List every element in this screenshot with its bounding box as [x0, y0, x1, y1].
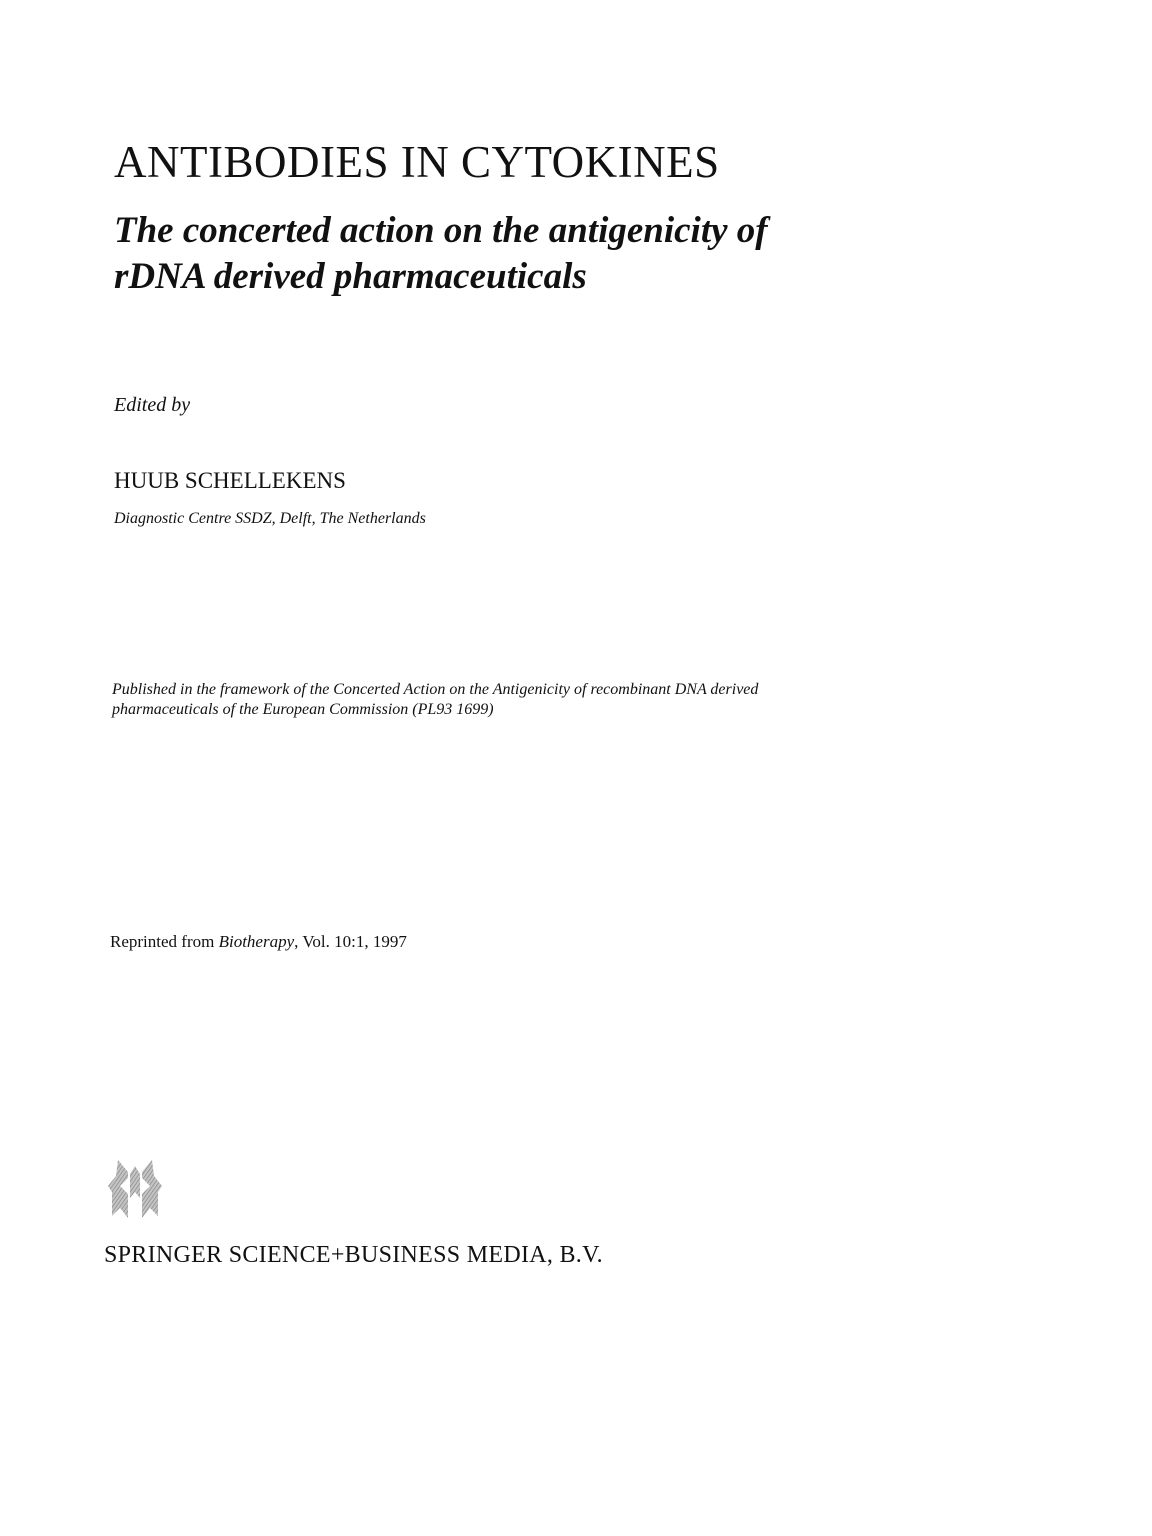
framework-note-line-2: pharmaceuticals of the European Commission (PL93 1699): [112, 701, 494, 718]
framework-note: [112, 680, 872, 720]
editor-name: HUUB SCHELLEKENS: [114, 468, 346, 493]
springer-knight-logo-icon: [106, 1158, 164, 1222]
reprint-prefix: Reprinted from: [110, 932, 219, 951]
book-title: ANTIBODIES IN CYTOKINES: [114, 137, 720, 187]
framework-note-line-1: Published in the framework of the Concerted Action on the Antigenicity of recombinant DNA derived: [112, 681, 759, 698]
edited-by-label: Edited by: [114, 394, 191, 416]
subtitle-line-1: The concerted action on the antigenicity of: [114, 210, 768, 251]
reprint-journal: Biotherapy: [218, 932, 295, 951]
reprint-suffix: , Vol. 10:1, 1997: [294, 932, 407, 951]
publisher-name: SPRINGER SCIENCE+BUSINESS MEDIA, B.V.: [104, 1242, 603, 1268]
reprint-note: [110, 932, 407, 952]
book-subtitle: [114, 208, 874, 300]
editor-affiliation: Diagnostic Centre SSDZ, Delft, The Netherlands: [114, 510, 426, 527]
subtitle-line-2: rDNA derived pharmaceuticals: [114, 256, 587, 297]
